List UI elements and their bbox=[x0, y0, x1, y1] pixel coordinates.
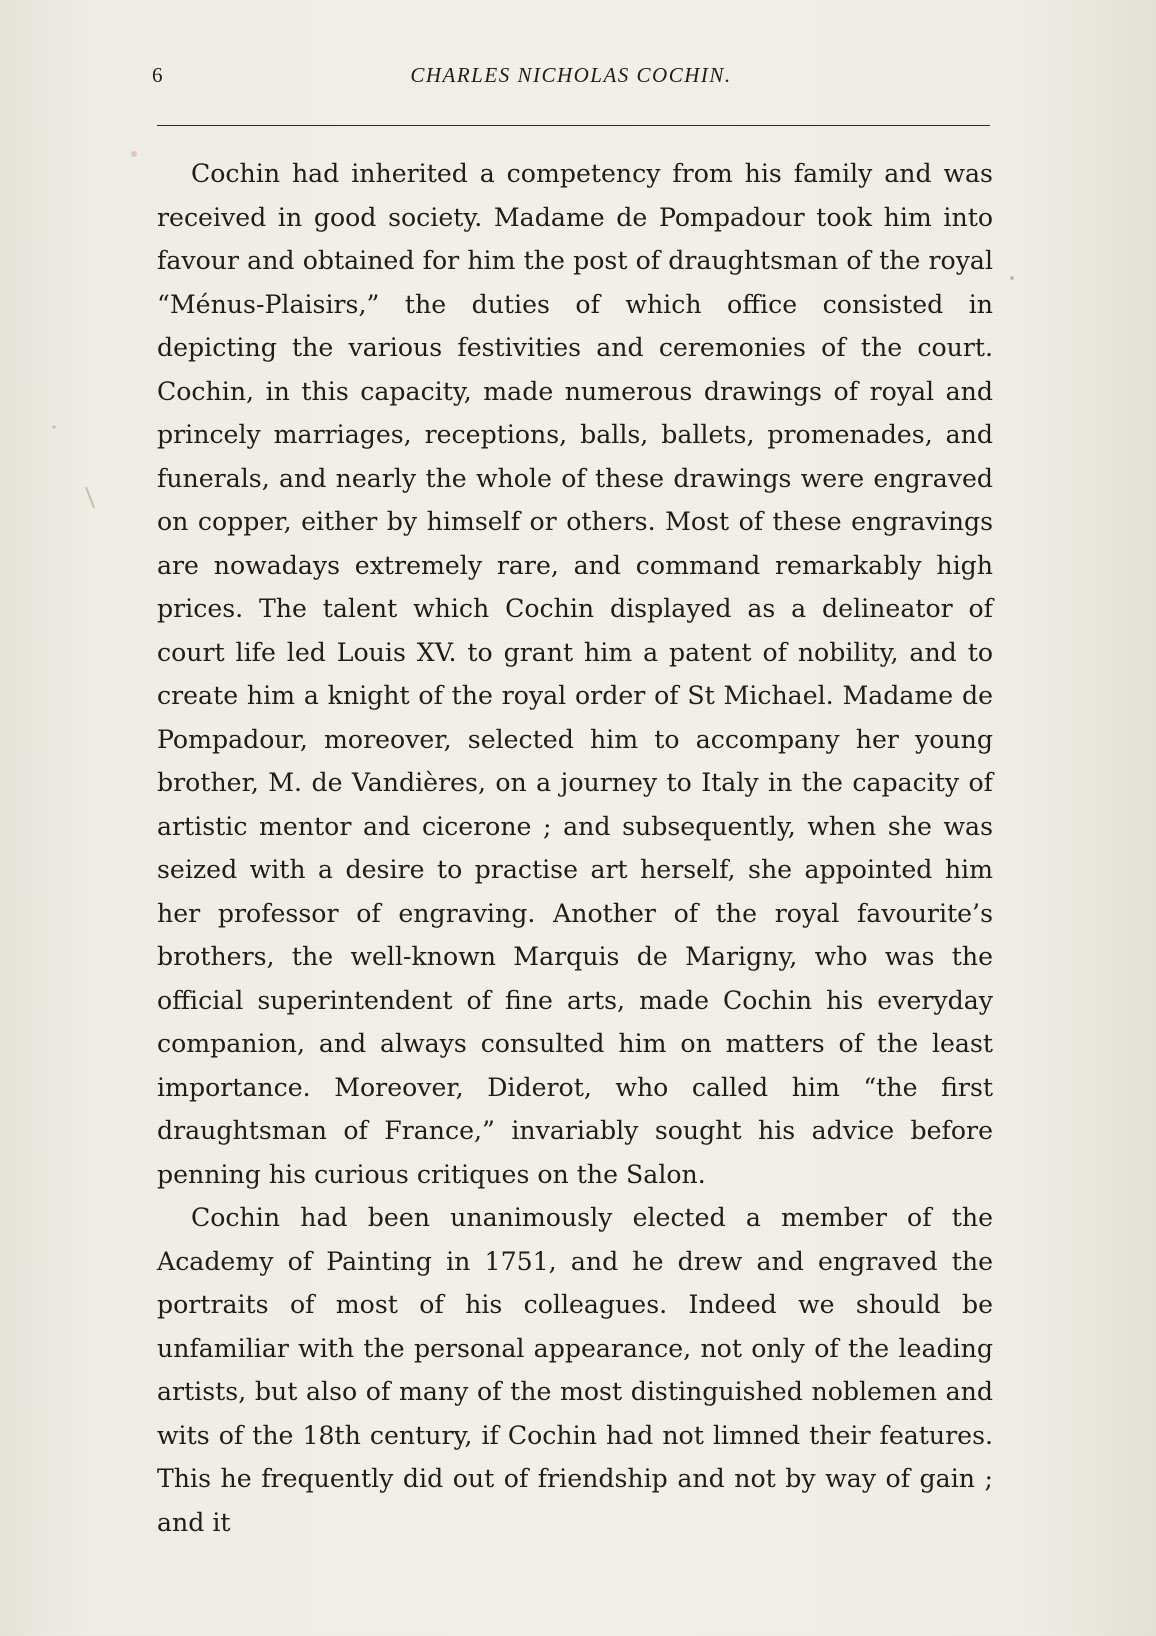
page-header bbox=[152, 56, 990, 96]
running-title: CHARLES NICHOLAS COCHIN. bbox=[410, 63, 732, 87]
body-text bbox=[157, 152, 993, 1544]
page-number: 6 bbox=[152, 63, 163, 87]
ink-speck bbox=[1010, 276, 1014, 280]
header-rule bbox=[157, 125, 990, 126]
paragraph: Cochin had been unanimously elected a member of the Academy of Painting in 1751, and he drew and engraved the portraits of most of his colleagues. Indeed we should be unfamiliar with the personal appearance, not only of the leading artists, but also of many of the most distinguished noblemen and wits of the 18th century, if Cochin had not limned their features. This he frequently did out of friendship and not by way of gain ; and it bbox=[157, 1203, 993, 1537]
paragraph: Cochin had inherited a competency from his family and was received in good society. Madame de Pompadour took him into favour and obtained for him the post of draughtsman of the royal “Ménus-Plaisirs,” the duties of which office consisted in depicting the various festivities and ceremonies of the court. Cochin, in this capacity, made numerous drawings of royal and princely marriages, receptions, balls, ballets, promenades, and funerals, and nearly the whole of these drawings were engraved on copper, either by himself or others. Most of these engravings are nowadays extremely rare, and command remarkably high prices. The talent which Cochin displayed as a delineator of court life led Louis XV. to grant him a patent of nobility, and to create him a knight of the royal order of St Michael. Madame de Pompadour, moreover, selected him to accompany her young brother, M. de Vandières, on a journey to Italy in the capacity of artistic mentor and cicerone ; and subsequently, when she was seized with a desire to practise art herself, she appointed him her professor of engraving. Another of the royal favourite’s brothers, the well-known Marquis de Marigny, who was the official superintendent of fine arts, made Cochin his everyday companion, and always consulted him on matters of the least importance. Moreover, Diderot, who called him “the first draughtsman of France,” invariably sought his advice before penning his curious critiques on the Salon. bbox=[157, 159, 993, 1189]
paper-fiber bbox=[86, 487, 94, 508]
ink-speck bbox=[131, 151, 137, 157]
ink-speck bbox=[52, 425, 56, 429]
